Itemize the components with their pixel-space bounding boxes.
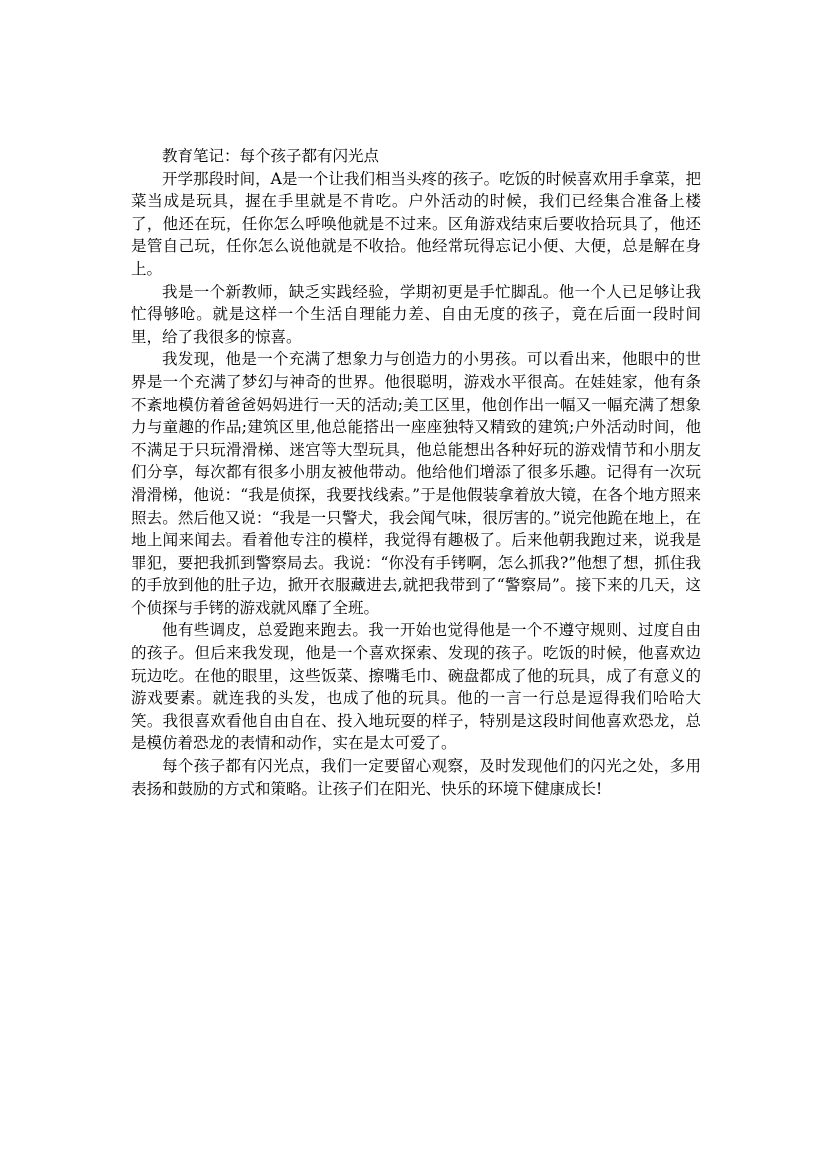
paragraph-4: 他有些调皮，总爱跑来跑去。我一开始也觉得他是一个不遵守规则、过度自由的孩子。但后来我发现，他是一个喜欢探索、发现的孩子。吃饭的时候，他喜欢边玩边吃。在他的眼里，这些饭菜、擦嘴毛巾、碗盘都成了他的玩具，成了有意义的游戏要素。就连我的头发，也成了他的玩具。他的一言一行总是逗得我们哈哈大笑。我很喜欢看他自由自在、投入地玩耍的样子，特别是这段时间他喜欢恐龙，总是模仿着恐龙的表情和动作，实在是太可爱了。 [131, 621, 701, 753]
document-body [131, 145, 701, 800]
document-title: 教育笔记：每个孩子都有闪光点 [162, 147, 380, 165]
paragraph-5: 每个孩子都有闪光点，我们一定要留心观察，及时发现他们的闪光之处，多用表扬和鼓励的方式和策略。让孩子们在阳光、快乐的环境下健康成长! [131, 757, 701, 798]
paragraph-2: 我是一个新教师，缺乏实践经验，学期初更是手忙脚乱。他一个人已足够让我忙得够呛。就是这样一个生活自理能力差、自由无度的孩子，竟在后面一段时间里，给了我很多的惊喜。 [131, 282, 701, 346]
paragraph-1: 开学那段时间，A是一个让我们相当头疼的孩子。吃饭的时候喜欢用手拿菜，把菜当成是玩具，握在手里就是不肯吃。户外活动的时候，我们已经集合准备上楼了，他还在玩，任你怎么呼唤他就是不过来。区角游戏结束后要收拾玩具了，他还是管自己玩，任你怎么说他就是不收拾。他经常玩得忘记小便、大便，总是解在身上。 [131, 169, 701, 278]
paragraph-3: 我发现，他是一个充满了想象力与创造力的小男孩。可以看出来，他眼中的世界是一个充满了梦幻与神奇的世界。他很聪明，游戏水平很高。在娃娃家，他有条不紊地模仿着爸爸妈妈进行一天的活动;美工区里，他创作出一幅又一幅充满了想象力与童趣的作品;建筑区里,他总能搭出一座座独特又精致的建筑;户外活动时间，他不满足于只玩滑滑梯、迷宫等大型玩具，他总能想出各种好玩的游戏情节和小朋友们分享，每次都有很多小朋友被他带动。他给他们增添了很多乐趣。记得有一次玩滑滑梯，他说：“我是侦探，我要找线索。”于是他假装拿着放大镜，在各个地方照来照去。然后他又说：“我是一只警犬，我会闻气味，很厉害的。”说完他跪在地上，在地上闻来闻去。看着他专注的模样，我觉得有趣极了。后来他朝我跑过来，说我是罪犯，要把我抓到警察局去。我说：“你没有手铐啊，怎么抓我?”他想了想，抓住我的手放到他的肚子边，掀开衣服藏进去,就把我带到了“警察局”。接下来的几天，这个侦探与手铐的游戏就风靡了全班。 [131, 350, 701, 617]
